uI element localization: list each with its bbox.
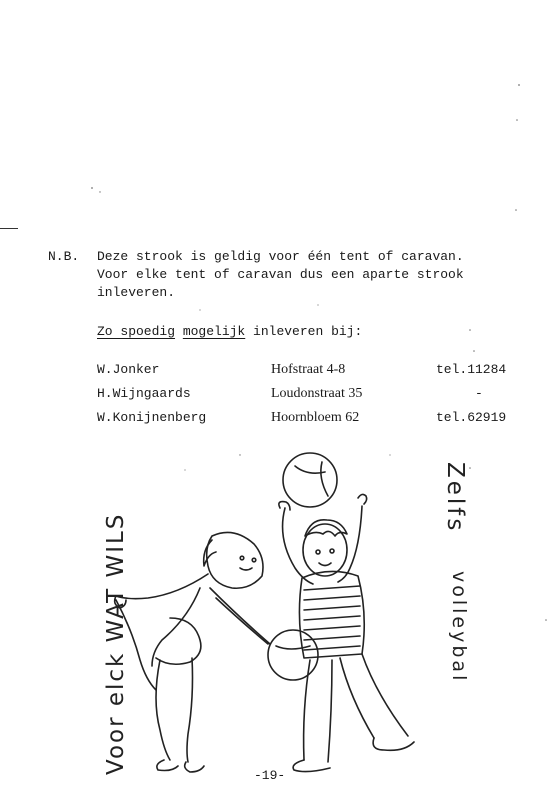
note-line: Deze strook is geldig voor één tent of caravan. bbox=[97, 249, 464, 264]
deliver-underlined-2: mogelijk bbox=[182, 324, 246, 339]
volleyball-bottom bbox=[268, 630, 318, 680]
handwritten-caption-left: Voor elck WAT WILS bbox=[103, 512, 129, 775]
contact-row bbox=[97, 358, 537, 382]
page-number: -19- bbox=[254, 768, 286, 783]
contact-tel: tel.11284 bbox=[436, 362, 507, 377]
volleyball-top bbox=[283, 453, 337, 507]
contact-tel: - bbox=[475, 386, 483, 401]
note-label: N.B. bbox=[48, 249, 80, 264]
deliver-rest: inleveren bij: bbox=[245, 324, 363, 339]
deliver-underlined-1: Zo spoedig bbox=[97, 324, 176, 339]
contact-address: Loudonstraat 35 bbox=[271, 386, 363, 401]
handwritten-caption-right-top: Zelfs bbox=[442, 462, 468, 534]
contact-row bbox=[97, 406, 537, 430]
contact-name: W.Konijnenberg bbox=[97, 410, 207, 425]
margin-mark bbox=[0, 228, 18, 229]
contact-address: Hoornbloem 62 bbox=[271, 410, 360, 425]
note-line: Voor elke tent of caravan dus een aparte strook bbox=[97, 267, 464, 282]
deliver-heading bbox=[97, 323, 362, 341]
contact-row bbox=[97, 382, 537, 406]
contact-name: H.Wijngaards bbox=[97, 386, 191, 401]
contact-tel: tel.62919 bbox=[436, 410, 507, 425]
volleyball-players-illustration bbox=[100, 448, 440, 778]
note-line: inleveren. bbox=[97, 285, 176, 300]
contact-address: Hofstraat 4-8 bbox=[271, 362, 346, 377]
contact-list bbox=[97, 358, 537, 430]
handwritten-caption-right-bottom: volleybal bbox=[448, 571, 470, 684]
contact-name: W.Jonker bbox=[97, 362, 160, 377]
